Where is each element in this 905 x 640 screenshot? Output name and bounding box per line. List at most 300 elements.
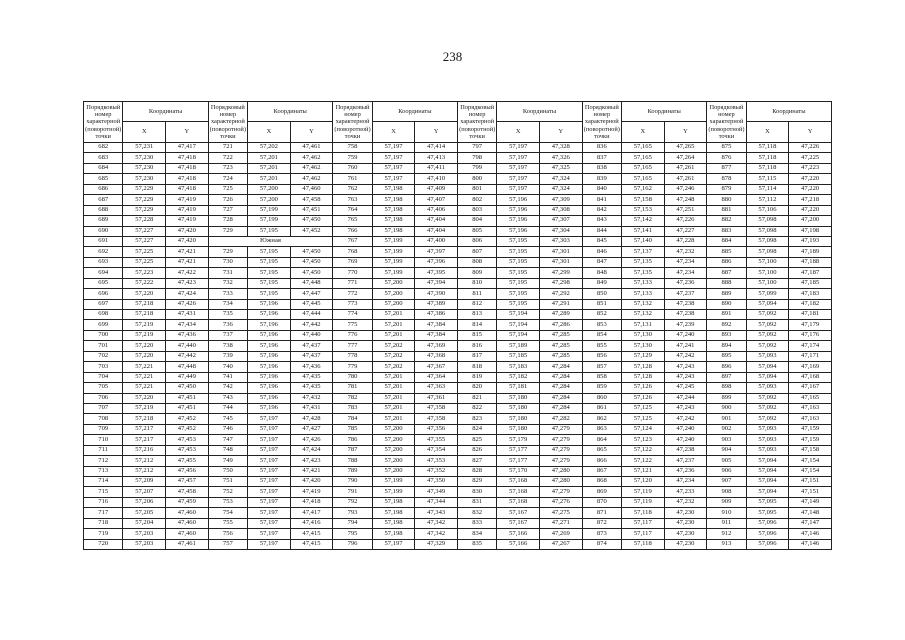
point-number-cell: 855	[582, 341, 621, 351]
point-number-cell: 892	[707, 320, 746, 330]
y-cell: 47,284	[539, 372, 582, 382]
x-cell: 57,195	[248, 257, 291, 267]
point-number-cell: 733	[208, 289, 247, 299]
y-cell: 47,417	[166, 143, 209, 153]
y-cell: 47,419	[166, 195, 209, 205]
point-number-cell: 729	[208, 226, 247, 236]
y-cell: 47,284	[539, 383, 582, 393]
y-cell: 47,163	[789, 414, 832, 424]
point-number-cell: 714	[84, 477, 123, 487]
x-cell: 57,165	[622, 163, 665, 173]
y-cell: 47,367	[415, 362, 458, 372]
point-number-cell: 732	[208, 278, 247, 288]
x-cell: 57,096	[746, 529, 789, 539]
y-cell: 47,440	[290, 330, 333, 340]
y-cell: 47,445	[290, 299, 333, 309]
y-cell: 47,167	[789, 383, 832, 393]
point-number-cell: 826	[457, 445, 496, 455]
x-cell: 57,197	[248, 497, 291, 507]
y-cell: 47,450	[290, 216, 333, 226]
x-cell: 57,225	[123, 247, 166, 257]
y-cell: 47,179	[789, 320, 832, 330]
point-number-cell: 876	[707, 153, 746, 163]
x-cell: 57,194	[497, 320, 540, 330]
point-number-cell: 857	[582, 362, 621, 372]
y-cell: 47,264	[664, 153, 707, 163]
point-number-cell: 695	[84, 278, 123, 288]
point-number-cell: 780	[333, 372, 372, 382]
point-number-cell: 767	[333, 236, 372, 246]
y-cell: 47,285	[539, 351, 582, 361]
x-cell: 57,197	[248, 487, 291, 497]
point-number-cell: 895	[707, 351, 746, 361]
x-cell: 57,195	[248, 289, 291, 299]
x-cell: 57,216	[123, 445, 166, 455]
y-cell: 47,165	[789, 393, 832, 403]
point-number-cell: 760	[333, 163, 372, 173]
x-cell: 57,198	[372, 205, 415, 215]
point-number-cell: 717	[84, 508, 123, 518]
y-cell: 47,240	[664, 424, 707, 434]
y-cell: 47,355	[415, 435, 458, 445]
x-cell: 57,099	[746, 289, 789, 299]
point-number-cell: 906	[707, 466, 746, 476]
x-cell: 57,166	[497, 529, 540, 539]
header-point-number: Порядковый номер характерной (поворотной) точки	[84, 102, 123, 143]
x-cell: 57,092	[746, 320, 789, 330]
y-cell: 47,353	[415, 456, 458, 466]
point-number-cell: 785	[333, 424, 372, 434]
y-cell: 47,421	[166, 257, 209, 267]
y-cell: 47,457	[166, 477, 209, 487]
x-cell: 57,229	[123, 184, 166, 194]
y-cell: 47,230	[664, 508, 707, 518]
y-cell: 47,154	[789, 466, 832, 476]
point-number-cell: 904	[707, 445, 746, 455]
y-cell: 47,456	[166, 466, 209, 476]
x-cell: 57,128	[622, 372, 665, 382]
x-cell: 57,201	[372, 414, 415, 424]
point-number-cell: 903	[707, 435, 746, 445]
point-number-cell: 701	[84, 341, 123, 351]
point-number-cell: 837	[582, 153, 621, 163]
table-row	[84, 143, 832, 153]
header-point-number: Порядковый номер характерной (поворотной) точки	[707, 102, 746, 143]
point-number-cell: 687	[84, 195, 123, 205]
point-number-cell: 725	[208, 184, 247, 194]
y-cell: 47,411	[415, 163, 458, 173]
x-cell: 57,125	[622, 403, 665, 413]
y-cell: 47,421	[290, 466, 333, 476]
point-number-cell: 682	[84, 143, 123, 153]
y-cell: 47,410	[415, 174, 458, 184]
y-cell: 47,349	[415, 487, 458, 497]
point-number-cell: 684	[84, 163, 123, 173]
y-cell: 47,218	[789, 195, 832, 205]
y-cell: 47,420	[166, 236, 209, 246]
x-cell: 57,198	[372, 529, 415, 539]
y-cell: 47,303	[539, 236, 582, 246]
y-cell: 47,442	[166, 351, 209, 361]
point-number-cell: 719	[84, 529, 123, 539]
point-number-cell: 761	[333, 174, 372, 184]
point-number-cell: 795	[333, 529, 372, 539]
y-cell: 47,279	[539, 424, 582, 434]
point-number-cell: 807	[457, 247, 496, 257]
x-cell: 57,168	[497, 497, 540, 507]
x-cell: 57,189	[497, 341, 540, 351]
header-x: X	[123, 122, 166, 143]
point-number-cell: 838	[582, 163, 621, 173]
x-cell: 57,100	[746, 268, 789, 278]
x-cell: 57,230	[123, 163, 166, 173]
y-cell: 47,449	[166, 372, 209, 382]
table-row	[84, 435, 832, 445]
x-cell: 57,221	[123, 362, 166, 372]
x-cell: 57,200	[372, 299, 415, 309]
y-cell: 47,415	[290, 539, 333, 549]
table-row	[84, 247, 832, 257]
x-cell: 57,199	[372, 247, 415, 257]
point-number-cell: 736	[208, 320, 247, 330]
y-cell: 47,243	[664, 362, 707, 372]
header-point-number: Порядковый номер характерной (поворотной) точки	[582, 102, 621, 143]
x-cell: 57,142	[622, 216, 665, 226]
x-cell: 57,199	[372, 477, 415, 487]
y-cell: 47,404	[415, 226, 458, 236]
point-number-cell: 790	[333, 477, 372, 487]
x-cell: 57,200	[372, 456, 415, 466]
point-number-cell: 800	[457, 174, 496, 184]
y-cell: 47,246	[664, 184, 707, 194]
x-cell: 57,195	[497, 257, 540, 267]
y-cell: 47,364	[415, 372, 458, 382]
x-cell: 57,093	[746, 445, 789, 455]
y-cell: 47,451	[166, 403, 209, 413]
y-cell: 47,462	[290, 153, 333, 163]
y-cell: 47,146	[789, 539, 832, 549]
y-cell: 47,368	[415, 351, 458, 361]
point-number-cell: 893	[707, 330, 746, 340]
x-cell: 57,098	[746, 226, 789, 236]
x-cell: 57,118	[746, 153, 789, 163]
y-cell: 47,309	[539, 195, 582, 205]
y-cell: 47,324	[539, 184, 582, 194]
y-cell: 47,406	[415, 205, 458, 215]
y-cell: 47,414	[415, 143, 458, 153]
y-cell: 47,242	[664, 351, 707, 361]
table-row	[84, 456, 832, 466]
y-cell: 47,389	[415, 299, 458, 309]
point-number-cell: 883	[707, 226, 746, 236]
x-cell: 57,198	[372, 216, 415, 226]
point-number-cell: 683	[84, 153, 123, 163]
y-cell: 47,356	[415, 424, 458, 434]
y-cell: 47,289	[539, 310, 582, 320]
point-number-cell: 844	[582, 226, 621, 236]
y-cell: 47,168	[789, 372, 832, 382]
point-number-cell: 700	[84, 330, 123, 340]
point-number-cell: 698	[84, 310, 123, 320]
y-cell: 47,460	[290, 184, 333, 194]
y-cell: 47,342	[415, 518, 458, 528]
x-cell: 57,095	[746, 508, 789, 518]
x-cell: 57,098	[746, 216, 789, 226]
point-number-cell: 842	[582, 205, 621, 215]
point-number-cell: 770	[333, 268, 372, 278]
table-row	[84, 539, 832, 549]
point-number-cell: 909	[707, 497, 746, 507]
point-number-cell: 890	[707, 299, 746, 309]
y-cell: 47,458	[166, 487, 209, 497]
y-cell: 47,232	[664, 497, 707, 507]
x-cell: 57,219	[123, 330, 166, 340]
y-cell: 47,452	[166, 424, 209, 434]
point-number-cell: 740	[208, 362, 247, 372]
x-cell: 57,199	[248, 205, 291, 215]
y-cell: 47,461	[166, 539, 209, 549]
x-cell: 57,177	[497, 456, 540, 466]
point-number-cell: 808	[457, 257, 496, 267]
x-cell: 57,123	[622, 435, 665, 445]
y-cell: 47,146	[789, 529, 832, 539]
point-number-cell: 839	[582, 174, 621, 184]
y-cell: 47,458	[290, 195, 333, 205]
x-cell: 57,200	[248, 195, 291, 205]
y-cell: 47,417	[290, 508, 333, 518]
point-number-cell: 787	[333, 445, 372, 455]
y-cell: 47,444	[290, 310, 333, 320]
point-number-cell: 793	[333, 508, 372, 518]
point-number-cell: 743	[208, 393, 247, 403]
y-cell: 47,279	[539, 456, 582, 466]
point-number-cell: 806	[457, 236, 496, 246]
y-cell: 47,261	[664, 174, 707, 184]
y-cell: 47,390	[415, 289, 458, 299]
x-cell: 57,218	[123, 414, 166, 424]
point-number-cell: 786	[333, 435, 372, 445]
point-number-cell: 765	[333, 216, 372, 226]
point-number-cell: 880	[707, 195, 746, 205]
x-cell: 57,119	[622, 497, 665, 507]
point-number-cell: 718	[84, 518, 123, 528]
x-cell: 57,201	[248, 163, 291, 173]
x-cell: 57,218	[123, 310, 166, 320]
y-cell: 47,435	[290, 383, 333, 393]
y-cell: 47,451	[290, 205, 333, 215]
y-cell: 47,421	[166, 247, 209, 257]
header-point-number: Порядковый номер характерной (поворотной) точки	[333, 102, 372, 143]
x-cell: 57,220	[123, 341, 166, 351]
x-cell: 57,201	[372, 383, 415, 393]
y-cell: 47,450	[166, 383, 209, 393]
y-cell: 47,171	[789, 351, 832, 361]
point-number-cell: 899	[707, 393, 746, 403]
point-number-cell: 739	[208, 351, 247, 361]
y-cell: 47,251	[664, 205, 707, 215]
x-cell: 57,202	[372, 341, 415, 351]
x-cell: 57,135	[622, 257, 665, 267]
y-cell: 47,239	[664, 320, 707, 330]
y-cell: 47,423	[290, 456, 333, 466]
table-row	[84, 226, 832, 236]
point-number-cell: 897	[707, 372, 746, 382]
y-cell: 47,159	[789, 435, 832, 445]
point-number-cell: 716	[84, 497, 123, 507]
x-cell: 57,167	[497, 518, 540, 528]
point-number-cell: 859	[582, 383, 621, 393]
x-cell: 57,100	[746, 257, 789, 267]
point-number-cell: 798	[457, 153, 496, 163]
y-cell: 47,185	[789, 278, 832, 288]
point-number-cell: 871	[582, 508, 621, 518]
y-cell: 47,386	[415, 310, 458, 320]
point-number-cell: 865	[582, 445, 621, 455]
point-number-cell: 741	[208, 372, 247, 382]
x-cell: 57,135	[622, 268, 665, 278]
table-row	[84, 383, 832, 393]
x-cell: 57,205	[123, 508, 166, 518]
y-cell: 47,451	[166, 393, 209, 403]
y-cell: 47,198	[789, 226, 832, 236]
point-number-cell: 818	[457, 362, 496, 372]
x-cell: 57,092	[746, 414, 789, 424]
point-number-cell: 810	[457, 278, 496, 288]
table-row	[84, 195, 832, 205]
table-row	[84, 466, 832, 476]
point-number-cell: 884	[707, 236, 746, 246]
y-cell: 47,413	[415, 153, 458, 163]
y-cell: 47,227	[664, 226, 707, 236]
x-cell: 57,094	[746, 487, 789, 497]
table-row	[84, 372, 832, 382]
point-number-cell: 797	[457, 143, 496, 153]
x-cell: 57,217	[123, 424, 166, 434]
y-cell: 47,431	[290, 403, 333, 413]
x-cell: 57,219	[123, 403, 166, 413]
x-cell: 57,093	[746, 351, 789, 361]
x-cell: 57,220	[123, 351, 166, 361]
y-cell: 47,220	[789, 174, 832, 184]
x-cell: 57,170	[497, 466, 540, 476]
x-cell: 57,198	[372, 226, 415, 236]
point-number-cell: 851	[582, 299, 621, 309]
point-number-cell: 753	[208, 497, 247, 507]
point-number-cell: 768	[333, 247, 372, 257]
x-cell: 57,094	[746, 477, 789, 487]
x-cell: 57,229	[123, 195, 166, 205]
y-cell: 47,436	[290, 362, 333, 372]
point-number-cell: 707	[84, 403, 123, 413]
point-number-cell: 748	[208, 445, 247, 455]
point-number-cell: 804	[457, 216, 496, 226]
x-cell: 57,117	[622, 529, 665, 539]
point-number-cell: 728	[208, 216, 247, 226]
x-cell: 57,197	[372, 143, 415, 153]
header-coordinates: Координаты	[372, 102, 457, 122]
point-number-cell: 886	[707, 257, 746, 267]
x-cell: 57,196	[248, 383, 291, 393]
y-cell: 47,450	[290, 257, 333, 267]
point-number-cell: 789	[333, 466, 372, 476]
y-cell: 47,420	[166, 226, 209, 236]
y-cell: 47,282	[539, 414, 582, 424]
y-cell: 47,344	[415, 497, 458, 507]
y-cell: 47,276	[539, 497, 582, 507]
y-cell: 47,420	[290, 477, 333, 487]
y-cell: 47,248	[664, 195, 707, 205]
point-number-cell: 829	[457, 477, 496, 487]
y-cell: 47,158	[789, 445, 832, 455]
table-row	[84, 445, 832, 455]
point-number-cell: 704	[84, 372, 123, 382]
point-number-cell: 854	[582, 330, 621, 340]
point-number-cell: 750	[208, 466, 247, 476]
table-row	[84, 508, 832, 518]
y-cell: 47,237	[664, 289, 707, 299]
x-cell: 57,162	[622, 184, 665, 194]
point-number-cell: 703	[84, 362, 123, 372]
x-cell: 57,197	[248, 424, 291, 434]
point-number-cell: 820	[457, 383, 496, 393]
y-cell: 47,233	[664, 487, 707, 497]
x-cell: 57,196	[248, 372, 291, 382]
x-cell: 57,227	[123, 236, 166, 246]
table-row	[84, 351, 832, 361]
x-cell: 57,200	[372, 289, 415, 299]
point-number-cell: 827	[457, 456, 496, 466]
y-cell: 47,243	[664, 372, 707, 382]
point-number-cell: 694	[84, 268, 123, 278]
header-point-number: Порядковый номер характерной (поворотной) точки	[457, 102, 496, 143]
y-cell: 47,299	[539, 268, 582, 278]
point-number-cell: 878	[707, 174, 746, 184]
point-number-cell: 792	[333, 497, 372, 507]
y-cell: 47,234	[664, 257, 707, 267]
x-cell: 57,122	[622, 445, 665, 455]
x-cell: 57,125	[622, 414, 665, 424]
point-number-cell: 860	[582, 393, 621, 403]
x-cell: 57,096	[746, 518, 789, 528]
x-cell: 57,194	[497, 310, 540, 320]
y-cell: 47,238	[664, 310, 707, 320]
x-cell: 57,119	[622, 487, 665, 497]
y-cell: 47,275	[539, 508, 582, 518]
point-number-cell: 845	[582, 236, 621, 246]
point-number-cell: 836	[582, 143, 621, 153]
y-cell: 47,422	[166, 268, 209, 278]
x-cell: 57,132	[622, 299, 665, 309]
y-cell: 47,461	[290, 143, 333, 153]
x-cell: 57,092	[746, 403, 789, 413]
x-cell: 57,096	[746, 539, 789, 549]
x-cell: 57,117	[622, 518, 665, 528]
x-cell: 57,124	[622, 424, 665, 434]
x-cell: 57,137	[622, 247, 665, 257]
y-cell: 47,230	[664, 529, 707, 539]
y-cell: 47,301	[539, 247, 582, 257]
y-cell: 47,298	[539, 278, 582, 288]
x-cell: 57,195	[248, 268, 291, 278]
x-cell: 57,130	[622, 341, 665, 351]
x-cell: 57,195	[497, 278, 540, 288]
x-cell: 57,094	[746, 456, 789, 466]
point-number-cell: 783	[333, 403, 372, 413]
header-coordinates: Координаты	[123, 102, 208, 122]
point-number-cell: 729	[208, 247, 247, 257]
x-cell: 57,118	[746, 143, 789, 153]
x-cell: 57,197	[372, 539, 415, 549]
